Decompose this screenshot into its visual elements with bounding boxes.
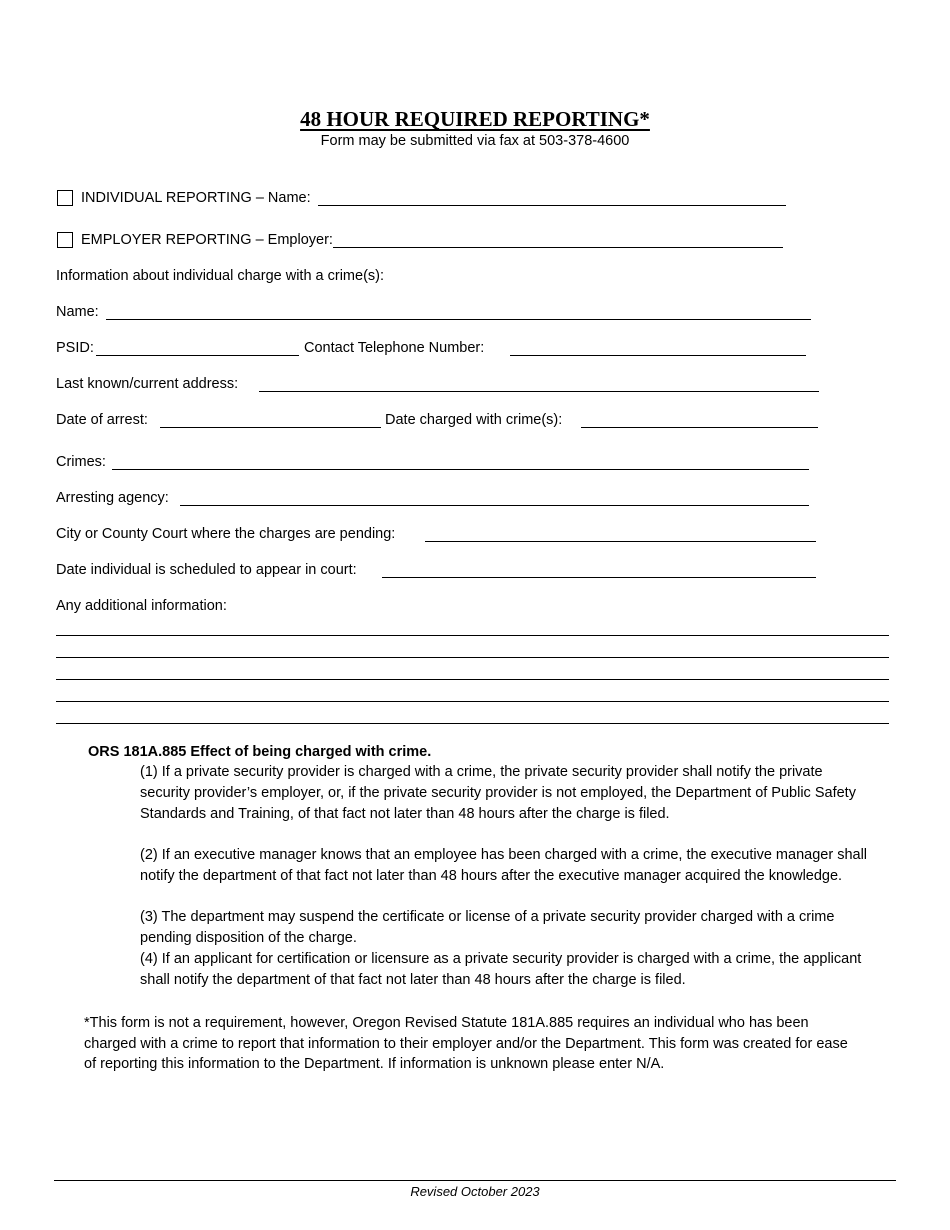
name-field[interactable]: [106, 319, 811, 320]
additional-info-line[interactable]: [56, 723, 889, 724]
charged-date-label: Date charged with crime(s):: [385, 412, 563, 428]
statute-paragraph-3: (3) The department may suspend the certificate or license of a private security provider charged with a crime pending disposition of the charge.: [140, 909, 835, 946]
additional-info-line[interactable]: [56, 657, 889, 658]
address-field[interactable]: [259, 391, 819, 392]
agency-label: Arresting agency:: [56, 490, 169, 506]
address-label: Last known/current address:: [56, 376, 239, 392]
employer-reporting-label: EMPLOYER REPORTING – Employer:: [81, 232, 333, 248]
statute-paragraph-1: (1) If a private security provider is charged with a crime, the private security provider shall notify the private security provider’s employer, or, if the private security provider is not employed, the Department of Public Safety Standards and Training, of that fact not later than 48 hours after the charge is filed.: [140, 764, 856, 822]
individual-name-field[interactable]: [318, 205, 786, 206]
statute-paragraph-2: (2) If an executive manager knows that an employee has been charged with a crime, the executive manager shall notify the department of that fact not later than 48 hours after the executive manager acquired the knowledge.: [140, 847, 868, 884]
footnote: *This form is not a requirement, however, Oregon Revised Statute 181A.885 requires an individual who has been charged with a crime to report that information to their employer and/or the Department. This form was created for ease of reporting this information to the Department. If information is unknown please enter N/A.: [84, 1015, 848, 1072]
individual-reporting-label: INDIVIDUAL REPORTING – Name:: [81, 190, 311, 206]
revision-date: Revised October 2023: [410, 1184, 540, 1199]
additional-info-label: Any additional information:: [56, 598, 227, 614]
phone-label: Contact Telephone Number:: [304, 340, 485, 356]
footer-divider: [54, 1180, 896, 1181]
statute-heading: ORS 181A.885 Effect of being charged with crime.: [88, 744, 432, 760]
section-label: Information about individual charge with a crime(s):: [56, 268, 385, 284]
individual-reporting-checkbox[interactable]: [57, 190, 73, 206]
crimes-field[interactable]: [112, 469, 809, 470]
psid-field[interactable]: [96, 355, 299, 356]
arrest-date-field[interactable]: [160, 427, 381, 428]
statute-paragraph-4: (4) If an applicant for certification or licensure as a private security provider is charged with a crime, the applicant shall notify the department of that fact not later than 48 hours after the charge is filed.: [140, 951, 862, 988]
additional-info-line[interactable]: [56, 635, 889, 636]
agency-field[interactable]: [180, 505, 809, 506]
form-title: 48 HOUR REQUIRED REPORTING*: [300, 107, 650, 131]
court-field[interactable]: [425, 541, 816, 542]
psid-label: PSID:: [56, 340, 94, 356]
arrest-date-label: Date of arrest:: [56, 412, 148, 428]
fax-instructions: Form may be submitted via fax at 503-378-4600: [320, 133, 630, 149]
appear-date-field[interactable]: [382, 577, 816, 578]
additional-info-line[interactable]: [56, 679, 889, 680]
phone-field[interactable]: [510, 355, 806, 356]
crimes-label: Crimes:: [56, 454, 106, 470]
charged-date-field[interactable]: [581, 427, 818, 428]
court-label: City or County Court where the charges are pending:: [56, 526, 396, 542]
employer-reporting-checkbox[interactable]: [57, 232, 73, 248]
employer-name-field[interactable]: [333, 247, 783, 248]
additional-info-line[interactable]: [56, 701, 889, 702]
name-label: Name:: [56, 304, 99, 320]
appear-date-label: Date individual is scheduled to appear in court:: [56, 562, 357, 578]
